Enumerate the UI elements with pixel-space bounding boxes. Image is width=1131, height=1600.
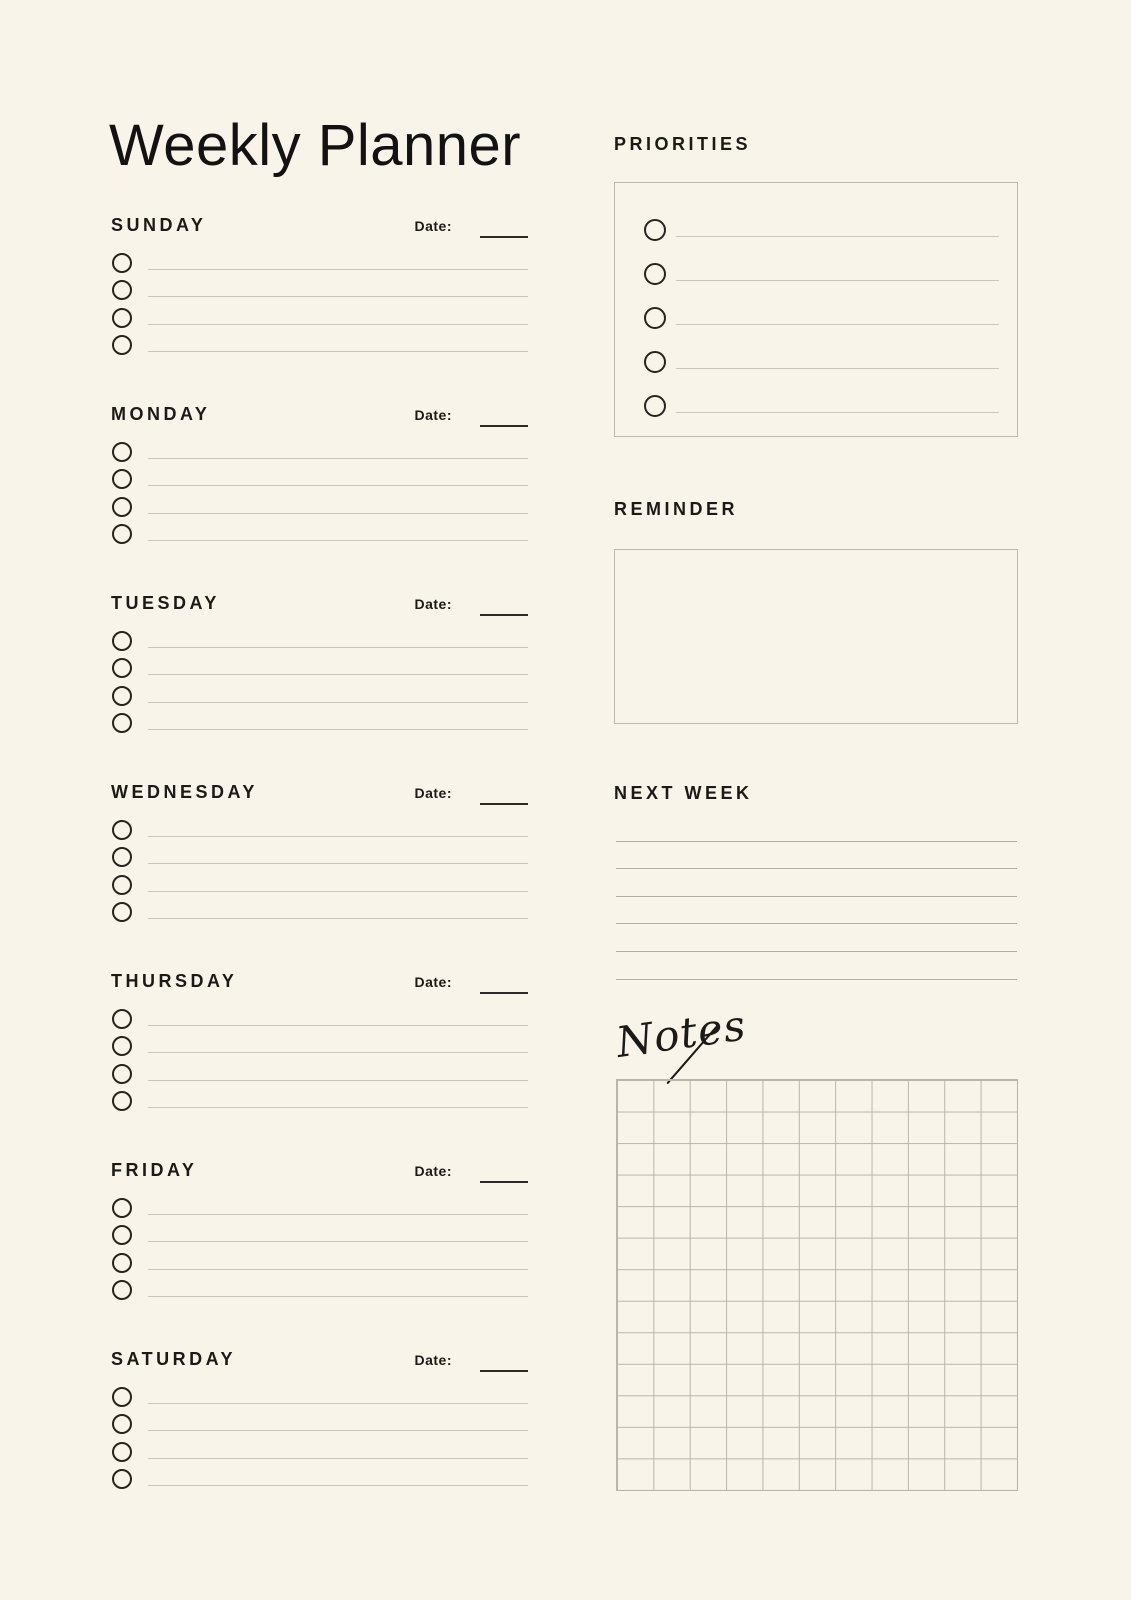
checkbox-circle xyxy=(112,902,132,922)
task-row xyxy=(111,1242,528,1270)
day-header xyxy=(111,1159,528,1181)
task-list xyxy=(111,1376,528,1486)
task-blank-line xyxy=(148,918,528,919)
task-row xyxy=(111,325,528,353)
date-area xyxy=(414,594,528,614)
task-list xyxy=(111,431,528,541)
next-week-blank-line xyxy=(616,814,1017,842)
date-label: Date: xyxy=(414,1352,452,1368)
next-week-blank-line xyxy=(616,952,1017,980)
reminder-heading: REMINDER xyxy=(614,499,739,519)
date-area xyxy=(414,972,528,992)
checkbox-circle xyxy=(112,713,132,733)
day-section-thursday xyxy=(111,970,528,1108)
day-name: FRIDAY xyxy=(111,1160,198,1180)
date-label: Date: xyxy=(414,218,452,234)
day-section-wednesday xyxy=(111,781,528,919)
task-row xyxy=(111,1215,528,1243)
day-header xyxy=(111,214,528,236)
checkbox-circle xyxy=(112,524,132,544)
task-row xyxy=(111,1081,528,1109)
day-name: MONDAY xyxy=(111,404,211,424)
page-title: Weekly Planner xyxy=(109,113,522,178)
date-area xyxy=(414,1161,528,1181)
task-row xyxy=(111,864,528,892)
next-week-blank-line xyxy=(616,897,1017,925)
task-list xyxy=(111,242,528,352)
task-row xyxy=(111,837,528,865)
checkbox-circle xyxy=(112,335,132,355)
task-row xyxy=(111,1053,528,1081)
task-row xyxy=(111,297,528,325)
task-row xyxy=(111,1376,528,1404)
task-row xyxy=(111,998,528,1026)
day-header xyxy=(111,403,528,425)
priority-row xyxy=(615,193,1017,237)
priority-row xyxy=(615,325,1017,369)
day-section-sunday xyxy=(111,214,528,352)
date-label: Date: xyxy=(414,1163,452,1179)
task-row xyxy=(111,459,528,487)
day-header xyxy=(111,1348,528,1370)
task-list xyxy=(111,620,528,730)
task-list xyxy=(111,998,528,1108)
notes-heading-script: Notes xyxy=(613,1000,750,1067)
checkbox-circle xyxy=(644,395,666,417)
task-row xyxy=(111,1431,528,1459)
date-area xyxy=(414,216,528,236)
notes-grid xyxy=(616,1079,1018,1491)
priority-row xyxy=(615,237,1017,281)
task-list xyxy=(111,1187,528,1297)
task-row xyxy=(111,431,528,459)
next-week-heading: NEXT WEEK xyxy=(614,783,753,803)
task-row xyxy=(111,514,528,542)
priorities-box xyxy=(614,182,1018,437)
date-blank-line xyxy=(480,1370,528,1372)
priority-row xyxy=(615,369,1017,413)
task-row xyxy=(111,703,528,731)
date-blank-line xyxy=(480,614,528,616)
task-row xyxy=(111,648,528,676)
task-row xyxy=(111,1404,528,1432)
day-name: TUESDAY xyxy=(111,593,220,613)
day-name: THURSDAY xyxy=(111,971,238,991)
date-area xyxy=(414,405,528,425)
date-blank-line xyxy=(480,803,528,805)
day-header xyxy=(111,592,528,614)
priorities-heading: PRIORITIES xyxy=(614,134,752,154)
task-blank-line xyxy=(148,1296,528,1297)
task-list xyxy=(111,809,528,919)
task-blank-line xyxy=(148,540,528,541)
task-row xyxy=(111,1270,528,1298)
priority-blank-line xyxy=(676,412,999,413)
checkbox-circle xyxy=(112,1469,132,1489)
day-name: WEDNESDAY xyxy=(111,782,258,802)
task-blank-line xyxy=(148,729,528,730)
task-row xyxy=(111,809,528,837)
checkbox-circle xyxy=(112,1280,132,1300)
day-section-friday xyxy=(111,1159,528,1297)
checkbox-circle xyxy=(112,1091,132,1111)
next-week-blank-line xyxy=(616,924,1017,952)
task-row xyxy=(111,270,528,298)
next-week-lines xyxy=(616,814,1017,980)
day-name: SUNDAY xyxy=(111,215,207,235)
task-blank-line xyxy=(148,1107,528,1108)
priority-row xyxy=(615,281,1017,325)
day-name: SATURDAY xyxy=(111,1349,237,1369)
task-row xyxy=(111,1459,528,1487)
day-header xyxy=(111,781,528,803)
date-area xyxy=(414,1350,528,1370)
day-section-saturday xyxy=(111,1348,528,1486)
task-row xyxy=(111,620,528,648)
day-header xyxy=(111,970,528,992)
reminder-box xyxy=(614,549,1018,724)
task-row xyxy=(111,486,528,514)
date-label: Date: xyxy=(414,974,452,990)
day-section-monday xyxy=(111,403,528,541)
next-week-blank-line xyxy=(616,869,1017,897)
task-row xyxy=(111,675,528,703)
date-label: Date: xyxy=(414,596,452,612)
task-row xyxy=(111,1187,528,1215)
date-blank-line xyxy=(480,425,528,427)
task-row xyxy=(111,242,528,270)
date-area xyxy=(414,783,528,803)
date-label: Date: xyxy=(414,785,452,801)
task-blank-line xyxy=(148,1485,528,1486)
date-blank-line xyxy=(480,236,528,238)
date-blank-line xyxy=(480,1181,528,1183)
date-blank-line xyxy=(480,992,528,994)
next-week-blank-line xyxy=(616,842,1017,870)
day-section-tuesday xyxy=(111,592,528,730)
task-row xyxy=(111,1026,528,1054)
date-label: Date: xyxy=(414,407,452,423)
task-blank-line xyxy=(148,351,528,352)
task-row xyxy=(111,892,528,920)
